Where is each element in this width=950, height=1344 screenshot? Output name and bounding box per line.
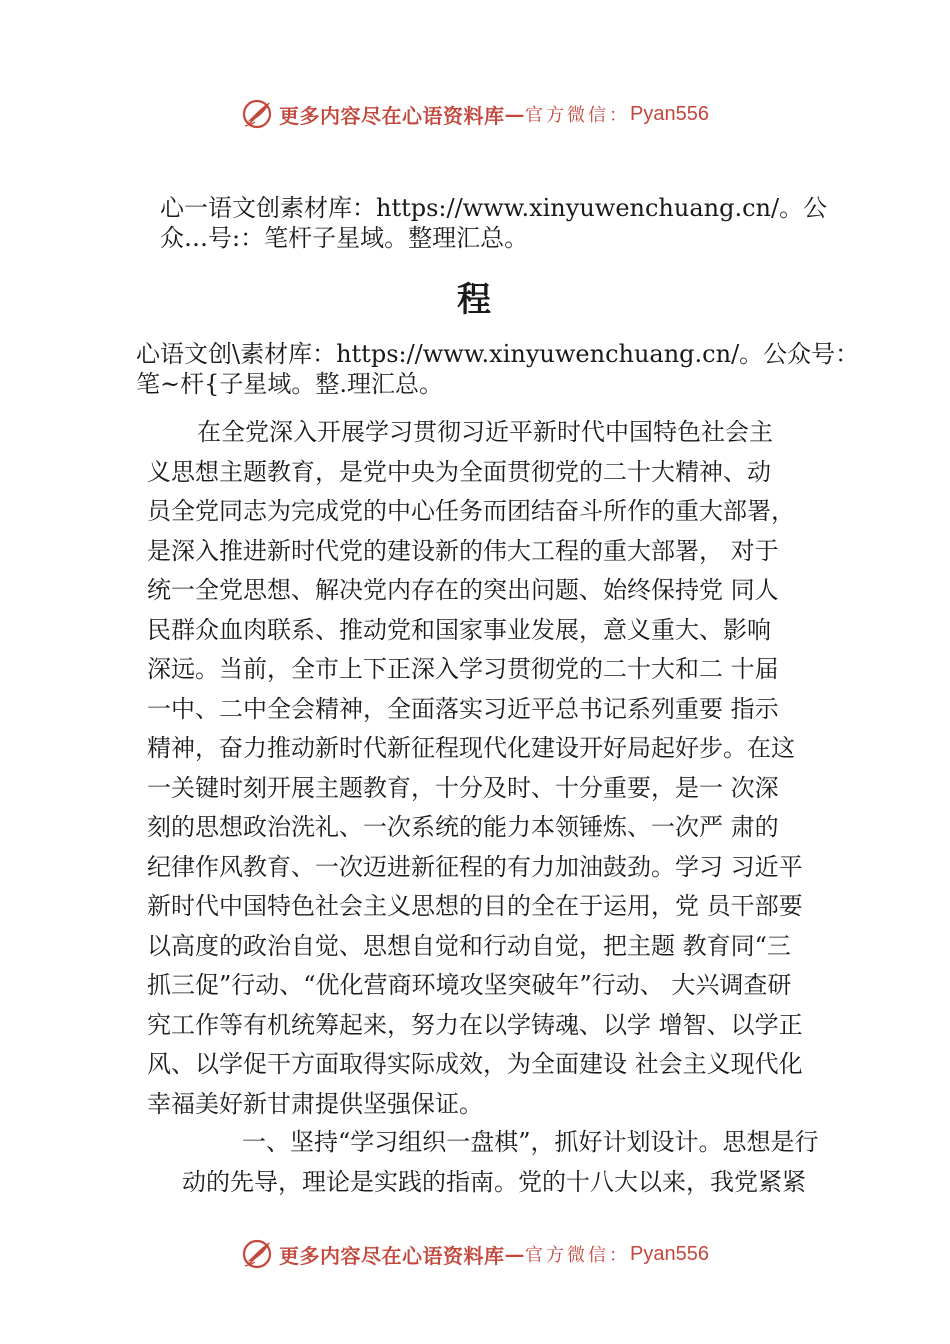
body-line: 民群众血肉联系、推动党和国家事业发展，意义重大、影响	[147, 616, 771, 644]
body-line: 精神，奋力推动新时代新征程现代化建设开好局起好步。在这	[147, 734, 795, 762]
section-one-line: 动的先导，理论是实践的指南。党的十八大以来，我党紧紧	[182, 1168, 806, 1196]
watermark-dash: —	[504, 1242, 526, 1266]
body-line: 以高度的政治自觉、思想自觉和行动自觉，把主题 教育同“三	[147, 932, 791, 960]
body-line: 新时代中国特色社会主义思想的目的全在于运用，党 员干部要	[147, 892, 803, 920]
body-line: 一关键时刻开展主题教育，十分及时、十分重要，是一 次深	[147, 774, 779, 802]
watermark-wechat-label: 官方微信：	[525, 105, 631, 126]
body-line: 义思想主题教育，是党中央为全面贯彻党的二十大精神、动	[147, 458, 771, 486]
body-line: 统一全党思想、解决党内存在的突出问题、始终保持党 同人	[147, 576, 779, 604]
header-note-line: 众…号:：笔杆子星域。整理汇总。	[160, 224, 529, 252]
body-line: 在全党深入开展学习贯彻习近平新时代中国特色社会主	[197, 418, 773, 446]
body-line: 刻的思想政治洗礼、一次系统的能力本领锤炼、一次严 肃的	[147, 813, 779, 841]
watermark-wechat-id: Pyan556	[630, 1242, 709, 1265]
watermark-wechat-label: 官方微信：	[525, 1245, 631, 1266]
watermark-title: 更多内容尽在心语资料库	[279, 1243, 505, 1268]
watermark-banner-bottom	[0, 1234, 950, 1274]
watermark-wechat-id: Pyan556	[630, 102, 709, 125]
quill-logo-icon	[241, 97, 275, 131]
body-line: 员全党同志为完成党的中心任务而团结奋斗所作的重大部署，	[147, 497, 795, 525]
body-line: 幸福美好新甘肃提供坚强保证。	[147, 1090, 483, 1118]
body-line: 是深入推进新时代党的建设新的伟大工程的重大部署， 对于	[147, 537, 779, 565]
body-line: 风、以学促干方面取得实际成效，为全面建设 社会主义现代化	[147, 1050, 803, 1078]
body-line: 究工作等有机统筹起来，努力在以学铸魂、以学 增智、以学正	[147, 1011, 803, 1039]
page-heading: 程	[457, 280, 493, 320]
body-line: 一中、二中全会精神，全面落实习近平总书记系列重要 指示	[147, 695, 779, 723]
watermark-banner-top	[0, 94, 950, 134]
quill-logo-icon	[241, 1237, 275, 1271]
watermark-title: 更多内容尽在心语资料库	[279, 103, 505, 128]
source-note-line: 笔~杆{子星域。整.理汇总。	[136, 370, 444, 398]
source-note-line: 心语文创\素材库：https://www.xinyuwenchuang.cn/。公众号：	[136, 340, 860, 368]
section-one-line: 一、坚持“学习组织一盘棋”，抓好计划设计。思想是行	[242, 1128, 819, 1156]
watermark-dash: —	[504, 102, 526, 126]
body-line: 深远。当前，全市上下正深入学习贯彻党的二十大和二 十届	[147, 655, 779, 683]
header-note-line: 心一语文创素材库：https://www.xinyuwenchuang.cn/。公	[160, 194, 828, 222]
body-line: 纪律作风教育、一次迈进新征程的有力加油鼓劲。学习 习近平	[147, 853, 803, 881]
body-line: 抓三促”行动、“优化营商环境攻坚突破年”行动、 大兴调查研	[147, 971, 792, 999]
